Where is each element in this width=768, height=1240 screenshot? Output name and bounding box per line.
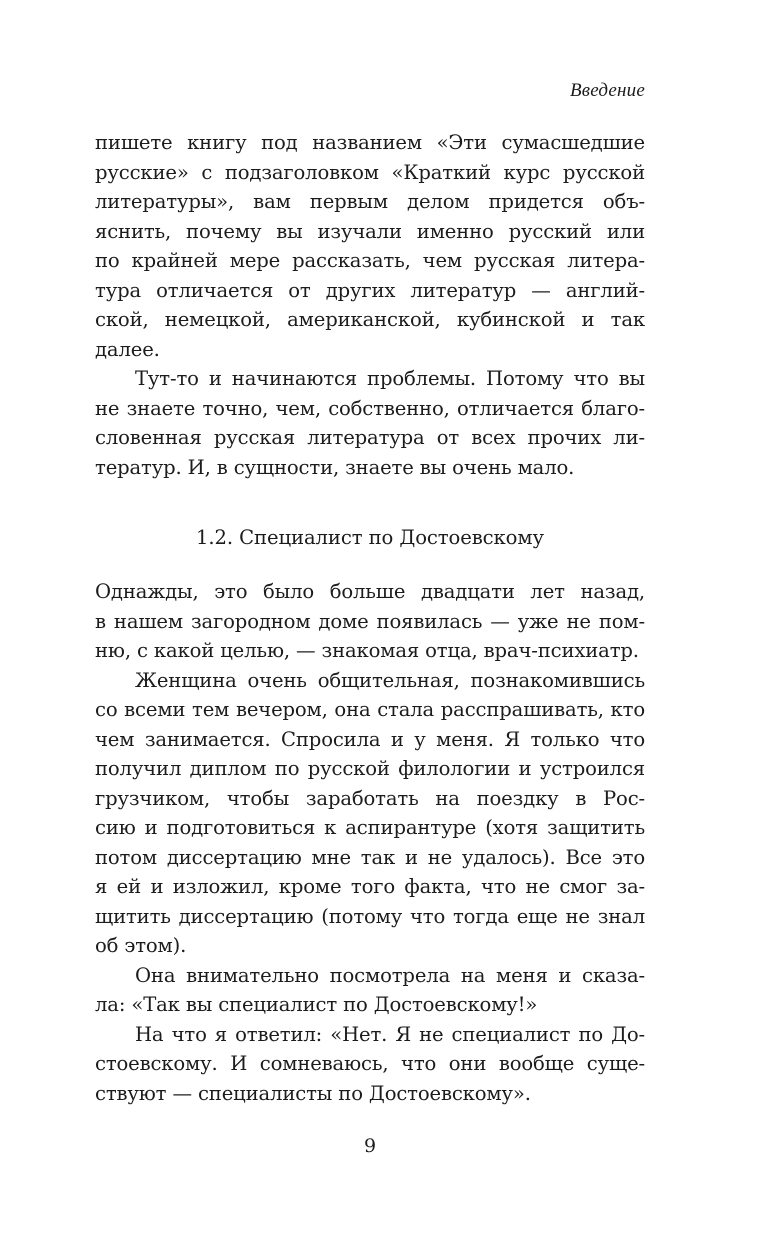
text-line: сию и подготовиться к аспирантуре (хотя защитить bbox=[95, 816, 645, 839]
text-line: я ей и изложил, кроме того факта, что не смог за- bbox=[95, 875, 645, 898]
text-line: получил диплом по русской филологии и устроился bbox=[95, 757, 645, 780]
text-line: словенная русская литература от всех прочих ли- bbox=[95, 426, 645, 449]
text-line: литературы», вам первым делом придется объ- bbox=[95, 190, 645, 213]
text-line: щитить диссертацию (потому что тогда еще не знал bbox=[95, 904, 645, 928]
text-line: стоевскому. И сомневаюсь, что они вообще суще- bbox=[95, 1052, 645, 1075]
text-line: яснить, почему вы изучали именно русский или bbox=[95, 219, 645, 243]
text-line: чем занимается. Спросила и у меня. Я только что bbox=[95, 727, 645, 751]
text-line: ню, с какой целью, — знакомая отца, врач-психиатр. bbox=[95, 639, 639, 662]
text-line: по крайней мере рассказать, чем русская литера- bbox=[95, 249, 645, 272]
text-line: потом диссертацию мне так и не удалось). Все это bbox=[95, 845, 645, 869]
paragraph-first-line: Женщина очень общительная, познакомившись bbox=[135, 668, 645, 692]
text-line: ла: «Так вы специалист по Достоевскому!» bbox=[95, 993, 538, 1016]
text-line: ской, немецкой, американской, кубинской и так bbox=[95, 308, 645, 331]
text-line: русские» с подзаголовком «Краткий курс русской bbox=[95, 160, 645, 184]
running-head: Введение bbox=[569, 80, 645, 101]
text-line: в нашем загородном доме появилась — уже не пом- bbox=[95, 609, 645, 633]
text-line: тура отличается от других литератур — англий- bbox=[95, 278, 645, 302]
text-line: ствуют — специалисты по Достоевскому». bbox=[95, 1081, 531, 1105]
paragraph-first-line: Тут-то и начинаются проблемы. Потому что вы bbox=[135, 367, 645, 390]
text-block-intro bbox=[95, 128, 645, 482]
text-line: со всеми тем вечером, она стала расспрашивать, кто bbox=[95, 698, 645, 721]
paragraph-first-line: На что я ответил: «Нет. Я не специалист по До- bbox=[135, 1022, 645, 1046]
page-number: 9 bbox=[363, 1135, 377, 1157]
text-line: далее. bbox=[95, 337, 160, 361]
section-heading: 1.2. Специалист по Достоевскому bbox=[196, 526, 544, 549]
text-line: об этом). bbox=[95, 934, 187, 957]
text-line: тератур. И, в сущности, знаете вы очень мало. bbox=[95, 455, 575, 479]
text-line: грузчиком, чтобы заработать на поездку в Рос- bbox=[95, 786, 645, 810]
text-line: не знаете точно, чем, собственно, отличается благо- bbox=[95, 396, 645, 420]
text-block-section bbox=[95, 577, 645, 1108]
paragraph-first-line: Она внимательно посмотрела на меня и сказа- bbox=[135, 963, 645, 987]
paragraph-first-line: Однажды, это было больше двадцати лет назад, bbox=[95, 580, 645, 603]
text-line: пишете книгу под названием «Эти сумасшедшие bbox=[95, 131, 645, 154]
